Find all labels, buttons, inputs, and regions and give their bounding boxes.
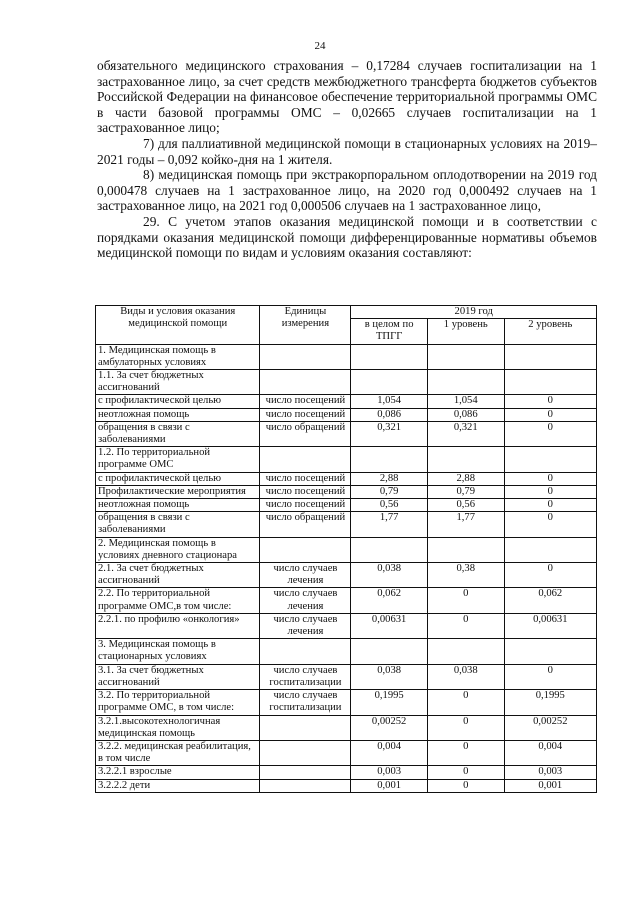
row-label: 3.1. За счет бюджетных ассигнований [96,664,260,689]
row-level2 [504,447,596,472]
row-unit: число случаев госпитализации [260,664,351,689]
row-level2: 0,062 [504,588,596,613]
row-unit: число случаев лечения [260,613,351,638]
table-row [96,766,597,779]
row-level1: 0 [427,740,504,765]
table-row [96,447,597,472]
header-level1: 1 уровень [427,319,504,344]
row-total: 0,004 [351,740,427,765]
row-level2: 0 [504,664,596,689]
table-row [96,344,597,369]
row-unit: число случаев лечения [260,588,351,613]
table-row [96,472,597,485]
row-unit: число случаев лечения [260,563,351,588]
row-level2 [504,639,596,664]
row-total: 0,321 [351,421,427,446]
row-total: 0,086 [351,408,427,421]
row-total: 0,00252 [351,715,427,740]
row-unit [260,766,351,779]
row-total: 0,56 [351,499,427,512]
row-label: 3. Медицинская помощь в стационарных условиях [96,639,260,664]
table-row [96,588,597,613]
header-level2: 2 уровень [504,319,596,344]
page-number: 24 [314,40,326,52]
table-row [96,395,597,408]
row-level1: 0 [427,588,504,613]
row-total: 0,79 [351,485,427,498]
row-label: 2. Медицинская помощь в условиях дневного стационара [96,537,260,562]
row-total [351,370,427,395]
row-level1 [427,537,504,562]
table-row [96,740,597,765]
table-body [96,344,597,792]
row-level1 [427,447,504,472]
row-total: 0,1995 [351,690,427,715]
row-level2: 0,003 [504,766,596,779]
row-level1: 0,038 [427,664,504,689]
row-level2: 0 [504,408,596,421]
row-label: обращения в связи с заболеваниями [96,421,260,446]
row-label: 2.2.1. по профилю «онкология» [96,613,260,638]
table-row [96,563,597,588]
row-level2: 0 [504,512,596,537]
paragraph-eco: 8) медицинская помощь при экстракорпоральном оплодотворении на 2019 год 0,000478 случаев на 1 застрахованное лицо, на 2020 год 0,000492 случаев на 1 застрахованное лицо, на 2021 год 0,000506 случаев на 1 застрахованное лицо, [97,167,597,214]
row-label: обращения в связи с заболеваниями [96,512,260,537]
row-level1 [427,370,504,395]
table-row [96,613,597,638]
row-unit [260,447,351,472]
row-unit [260,779,351,792]
row-label: 2.1. За счет бюджетных ассигнований [96,563,260,588]
row-unit: число посещений [260,485,351,498]
row-label: 3.2.2.2 дети [96,779,260,792]
table-row [96,664,597,689]
row-total [351,537,427,562]
row-total [351,639,427,664]
row-level1: 0 [427,779,504,792]
row-total: 0,003 [351,766,427,779]
row-level2: 0 [504,485,596,498]
row-total: 0,00631 [351,613,427,638]
table-row [96,690,597,715]
row-unit: число обращений [260,512,351,537]
row-level2: 0 [504,563,596,588]
row-unit [260,715,351,740]
header-type: Виды и условия оказания медицинской помощи [96,306,260,345]
table-row [96,485,597,498]
body-text [97,58,597,261]
row-label: неотложная помощь [96,499,260,512]
table-row [96,499,597,512]
row-level1: 0 [427,715,504,740]
row-level1: 1,054 [427,395,504,408]
row-label: 3.2.1.высокотехнологичная медицинская помощь [96,715,260,740]
row-label: 3.2.2. медицинская реабилитация, в том числе [96,740,260,765]
row-unit: число посещений [260,499,351,512]
row-level2: 0,1995 [504,690,596,715]
table-row [96,639,597,664]
table-row [96,512,597,537]
row-level2: 0,00252 [504,715,596,740]
row-label: 1.2. По территориальной программе ОМС [96,447,260,472]
row-total [351,344,427,369]
row-level1: 1,77 [427,512,504,537]
paragraph-29: 29. С учетом этапов оказания медицинской помощи и в соответствии с порядками оказания медицинской помощи дифференцированные нормативы объемов медицинской помощи по видам и условиям оказания составляют: [97,213,597,261]
row-level1: 2,88 [427,472,504,485]
row-level1: 0 [427,690,504,715]
row-label: Профилактические мероприятия [96,485,260,498]
row-level1: 0,321 [427,421,504,446]
row-total [351,447,427,472]
row-total: 0,038 [351,664,427,689]
row-total: 0,038 [351,563,427,588]
row-total: 1,77 [351,512,427,537]
row-level2: 0,001 [504,779,596,792]
row-level1: 0,086 [427,408,504,421]
header-total: в целом по ТПГГ [351,319,427,344]
header-year: 2019 год [351,306,597,319]
row-unit: число случаев госпитализации [260,690,351,715]
row-unit: число посещений [260,395,351,408]
row-level2 [504,370,596,395]
row-label: 1.1. За счет бюджетных ассигнований [96,370,260,395]
row-label: с профилактической целью [96,395,260,408]
norms-table [95,305,597,793]
row-unit [260,639,351,664]
table-row [96,370,597,395]
row-unit: число посещений [260,408,351,421]
row-level1 [427,639,504,664]
row-level1: 0,79 [427,485,504,498]
row-level2: 0 [504,499,596,512]
row-unit [260,740,351,765]
row-unit: число обращений [260,421,351,446]
row-unit: число посещений [260,472,351,485]
table-row [96,408,597,421]
row-total: 0,001 [351,779,427,792]
row-level1 [427,344,504,369]
row-level2: 0 [504,472,596,485]
row-level1: 0 [427,613,504,638]
row-total: 1,054 [351,395,427,408]
paragraph-oms-continuation: обязательного медицинского страхования – 0,17284 случаев госпитализации на 1 застрахованное лицо, за счет средств межбюджетного трансферта бюджетов субъектов Российской Федерации на финансовое обеспечение территориальной программы ОМС в части базовой программы ОМС – 0,02665 случаев госпитализации на 1 застрахованное лицо; [97,58,597,136]
row-level2 [504,344,596,369]
row-label: неотложная помощь [96,408,260,421]
row-level1: 0,38 [427,563,504,588]
row-label: 3.2.2.1 взрослые [96,766,260,779]
row-level2: 0 [504,395,596,408]
row-total: 2,88 [351,472,427,485]
row-level1: 0 [427,766,504,779]
row-level2: 0 [504,421,596,446]
row-level2: 0,004 [504,740,596,765]
row-label: 2.2. По территориальной программе ОМС,в том числе: [96,588,260,613]
table-row [96,421,597,446]
row-level1: 0,56 [427,499,504,512]
row-label: 3.2. По территориальной программе ОМС, в том числе: [96,690,260,715]
row-total: 0,062 [351,588,427,613]
row-level2 [504,537,596,562]
table-row [96,779,597,792]
paragraph-palliative: 7) для паллиативной медицинской помощи в стационарных условиях на 2019–2021 годы – 0,092 койко-дня на 1 жителя. [97,135,597,167]
row-unit [260,537,351,562]
table-row [96,715,597,740]
row-level2: 0,00631 [504,613,596,638]
row-unit [260,344,351,369]
table-header-row [96,306,597,319]
header-units: Единицы измерения [260,306,351,345]
row-label: 1. Медицинская помощь в амбулаторных условиях [96,344,260,369]
row-unit [260,370,351,395]
table-row [96,537,597,562]
row-label: с профилактической целью [96,472,260,485]
